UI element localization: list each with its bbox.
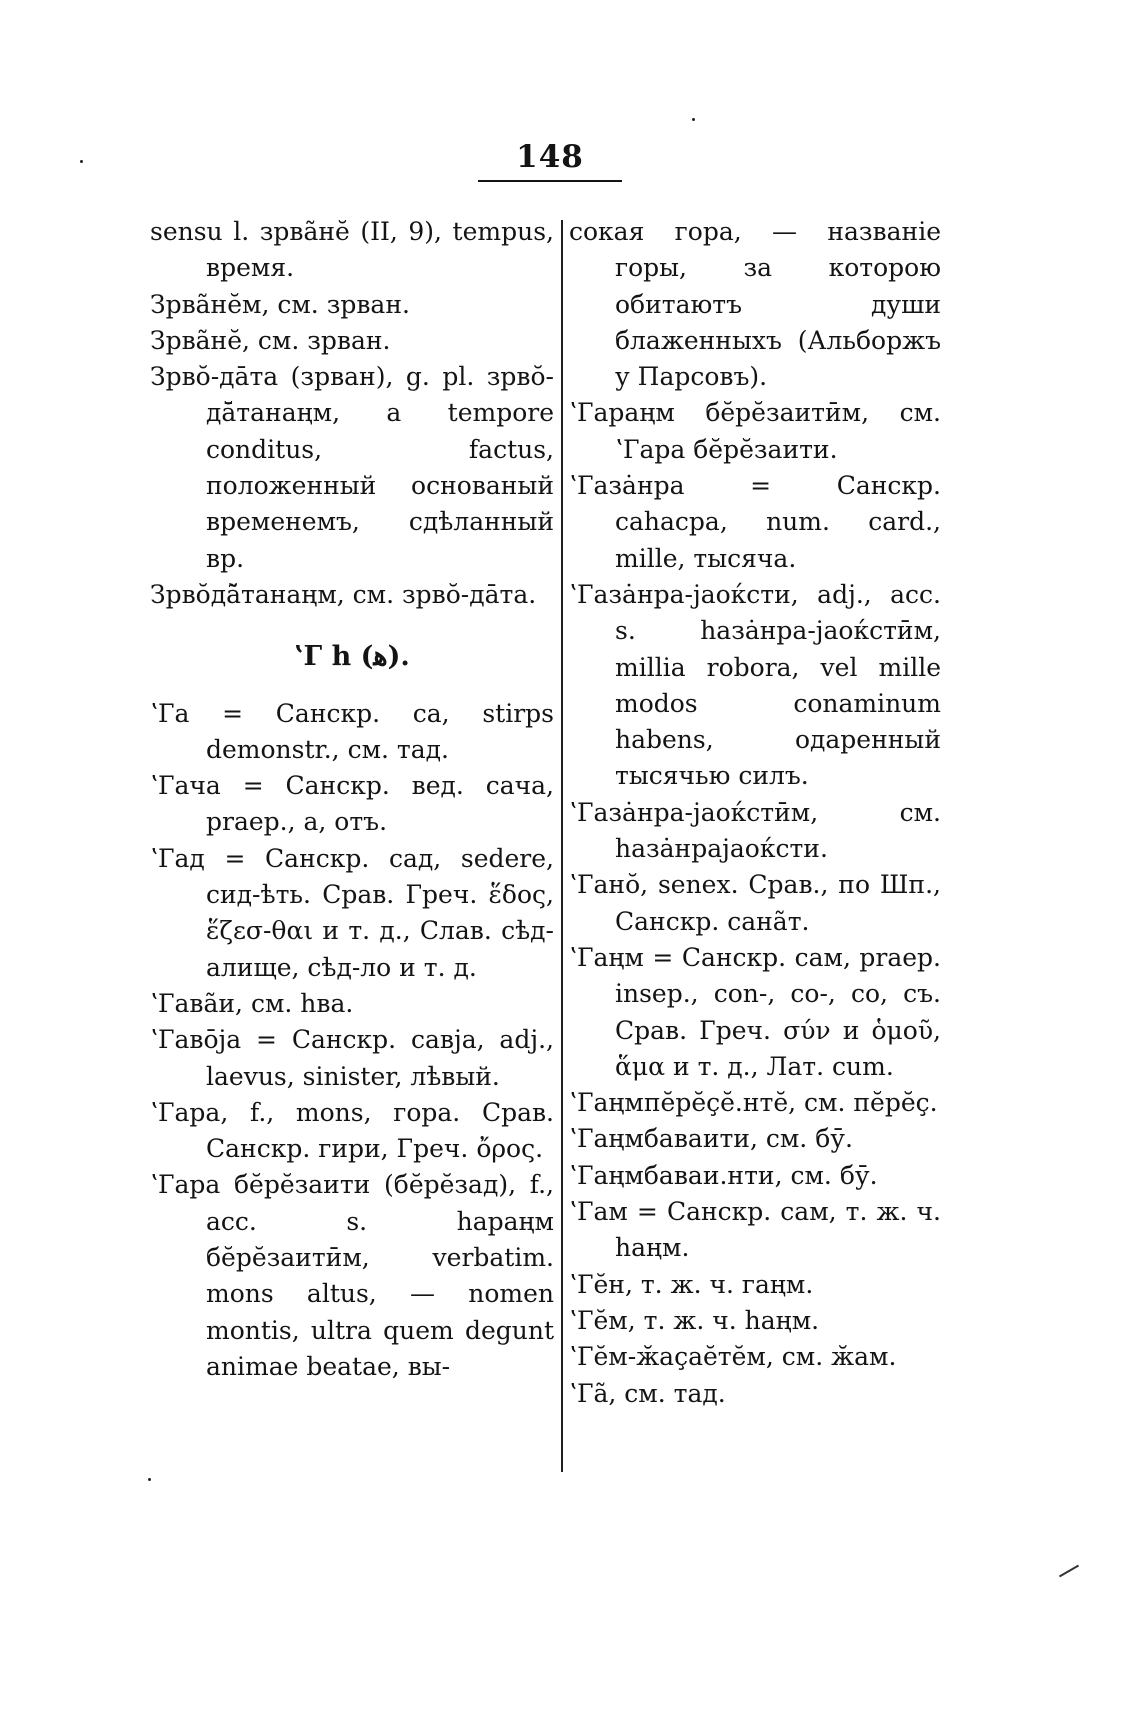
dictionary-entry: Зрво̆да̃̆танаңм, см. зрво̆-да̄та. [150, 579, 537, 609]
dictionary-entry: ʽГаза̇нра-јаоќстӣм, см. hаза̇нрајаоќсти. [569, 797, 941, 864]
dictionary-entry: ʽГад = Санскр. сад, sedere, сид-ѣть. Срав. Греч. ἕδος, ἕζεσ-θαι и т. д., Слав. сѣд-алище, сѣд-ло и т. д. [150, 843, 554, 982]
dictionary-entry: ʽГаңмбаваи.нти, см. бӯ. [569, 1160, 878, 1190]
column-divider [561, 220, 563, 1472]
page-number: 148 [516, 139, 584, 175]
dictionary-entry: ʽГара, f., mons, гора. Срав. Санскр. гири, Греч. ὄρος. [150, 1097, 554, 1164]
dictionary-entry: ʽГам = Санскр. сам, т. ж. ч. hаңм. [569, 1197, 941, 1263]
dictionary-entry: ʽГараңм бӗрӗзаитӣм, см. ʽГара бӗрӗзаити. [569, 398, 941, 464]
section-heading: ʽГ h (ﻫ). [294, 641, 410, 673]
dictionary-entry: ʽГано̆, senex. Срав., по Шп., Санскр. сана̃т. [569, 870, 941, 936]
header-rule [478, 180, 622, 182]
dictionary-entry: ʽГӗн, т. ж. ч. гаңм. [569, 1269, 814, 1299]
dictionary-entry: ʽГӗм-ӂаҫаӗтӗм, см. ӂам. [569, 1342, 897, 1372]
dictionary-entry: ʽГа̃, см. тад. [569, 1378, 726, 1408]
right-column [569, 214, 941, 1412]
dictionary-entry: Зрва̃нӗм, см. зрван. [150, 289, 410, 319]
dictionary-entry: ʽГача = Санскр. вед. сача, praep., a, отъ. [150, 771, 554, 837]
dictionary-entry: ʽГара бӗрӗзаити (бӗрӗзад), f., acc. s. hараңм бӗрӗзаитӣм, verbatim. mons altus, — nomen montis, ultra quem degunt animae beatae, вы- [150, 1170, 554, 1381]
dictionary-entry: sensu l. зрва̃нӗ (II, 9), tempus, время. [150, 217, 554, 283]
dictionary-entry: Зрва̃нӗ, см. зрван. [150, 325, 391, 355]
scan-speck [80, 160, 83, 163]
dictionary-entry: ʽГаза̇нра = Санскр. саhасра, num. card., mille, тысяча. [569, 471, 941, 573]
dictionary-entry: Зрво̆-да̄та (зрван), g. pl. зрво̆-да̄̆танаңм, a tempore conditus, factus, положенный основаный временемъ, сдѣланный вр. [150, 362, 554, 573]
dictionary-entry: ʽГаво̄ја = Санскр. савја, adj., laevus, sinister, лѣвый. [150, 1025, 554, 1091]
dictionary-entry: ʽГаза̇нра-јаоќсти, adj., acc. s. hаза̇нра-јаоќстӣм, millia robora, vel mille modos conaminum habens, одаренный тысячью силъ. [569, 579, 941, 791]
dictionary-entry: ʽГа = Санскр. са, stirps demonstr., см. тад. [150, 698, 554, 764]
scan-speck [692, 118, 695, 121]
dictionary-entry: сокая гора, — названіе горы, за которою обитаютъ души блаженныхъ (Альборжъ у Парсовъ). [569, 217, 941, 392]
dictionary-entry: ʽГаңмбаваити, см. бӯ. [569, 1124, 853, 1154]
scan-mark [1059, 1565, 1079, 1578]
left-column [150, 214, 554, 1385]
dictionary-entry: ʽГӗм, т. ж. ч. hаңм. [569, 1305, 820, 1335]
dictionary-entry: ʽГава̃и, см. hва. [150, 988, 354, 1018]
dictionary-entry: ʽГаңмпӗрӗҫӗ.нтӗ, см. пӗрӗҫ. [569, 1088, 938, 1118]
scan-speck [148, 1478, 151, 1481]
dictionary-entry: ʽГаңм = Санскр. сам, praep. insep., con-, co-, co, съ. Срав. Греч. σύν и ὁμοῦ, ἅμα и т. д., Лат. cum. [569, 942, 941, 1081]
